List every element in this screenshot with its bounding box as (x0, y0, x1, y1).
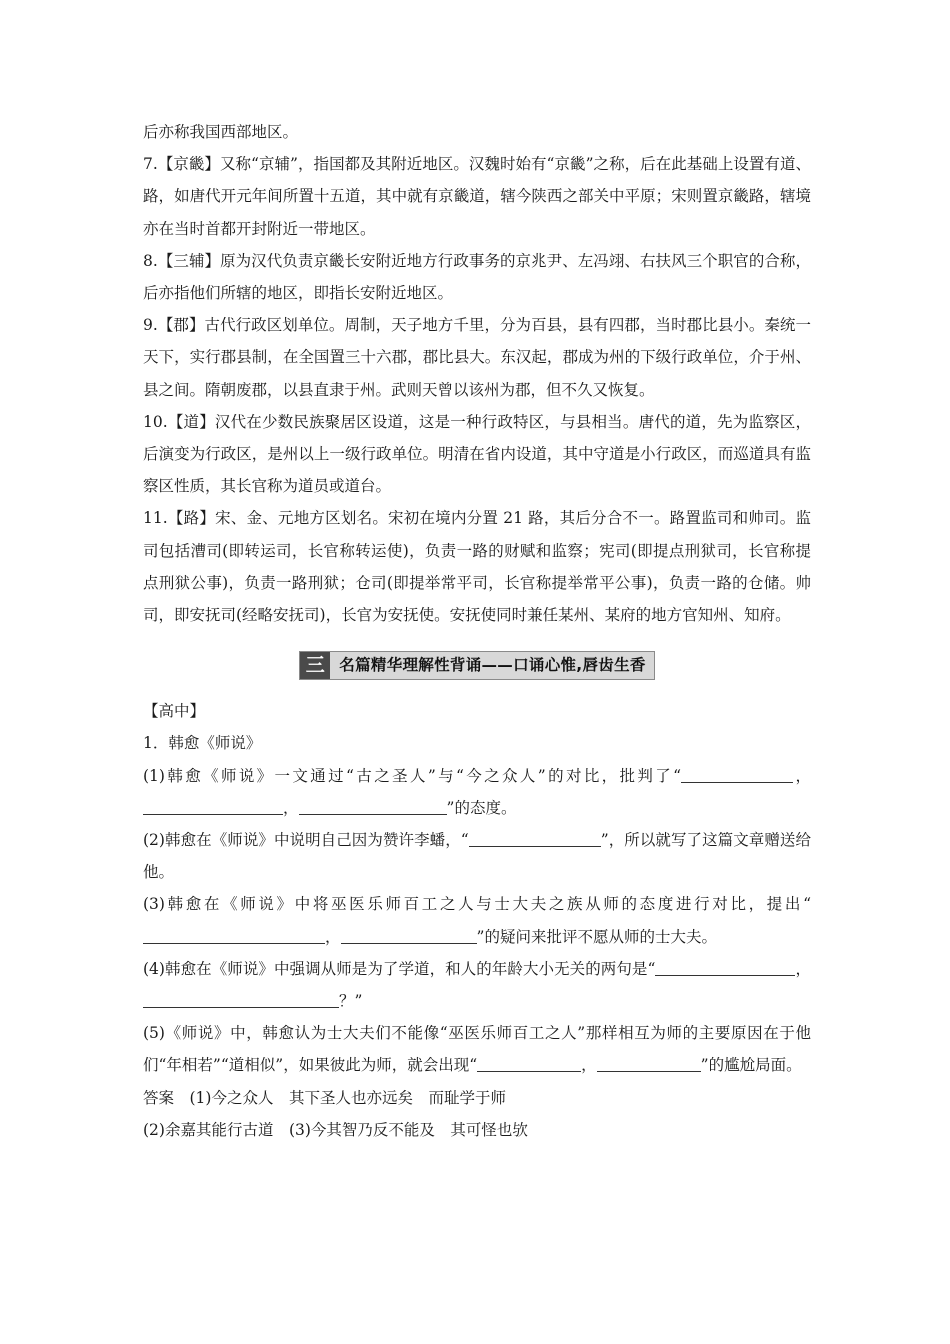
question-5 (143, 1017, 811, 1081)
glossary-number: 8. (143, 251, 158, 270)
glossary-term: 【京畿】 (157, 155, 220, 174)
glossary-continued: 后亦称我国西部地区。 (143, 123, 299, 141)
glossary-term: 【郡】 (157, 316, 205, 335)
answer-blank (469, 828, 601, 847)
question-text: ， (793, 766, 811, 785)
question-text: ”，所以就写了这篇文章赠送给他。 (143, 831, 811, 882)
question-text: (5)《师说》中，韩愈认为士大夫们不能像“巫医乐师百工之人”那样相互为师的主要原因在于他们“年相若”“道相似”，如果彼此为师，就会出现“ (143, 1024, 811, 1075)
answer-blank (681, 764, 793, 783)
glossary-number: 11. (143, 509, 168, 528)
glossary-number: 7. (143, 155, 158, 174)
question-4 (143, 953, 811, 1017)
question-1 (143, 760, 811, 824)
question-text: (1)韩愈《师说》一文通过“古之圣人”与“今之众人”的对比，批判了“ (143, 766, 682, 785)
glossary-text: 汉代在少数民族聚居区设道，这是一种行政特区，与县相当。唐代的道，先为监察区，后演变为行政区，是州以上一级行政单位。明清在省内设道，其中守道是小行政区，而巡道具有监察区性质，其长官称为道员或道台。 (143, 412, 811, 496)
question-text: (4)韩愈在《师说》中强调从师是为了学道，和人的年龄大小无关的两句是“ (143, 959, 656, 978)
answer-blank (597, 1053, 701, 1072)
answer-blank (143, 989, 339, 1008)
question-text: ”的尴尬局面。 (700, 1056, 802, 1075)
answer-line-2: (2)余嘉其能行古道 (3)今其智乃反不能及 其可怪也欤 (143, 1120, 528, 1139)
glossary-term: 【路】 (167, 509, 216, 528)
answer-blank (143, 925, 325, 944)
question-text: ”的疑问来批评不愿从师的士大夫。 (476, 927, 717, 946)
glossary-text: 又称“京辅”，指国都及其附近地区。汉魏时始有“京畿”之称，后在此基础上设置有道、路，如唐代开元年间所置十五道，其中就有京畿道，辖今陕西之部关中平原；宋则置京畿路，辖境亦在当时首都开封附近一带地区。 (143, 155, 811, 238)
section-banner-wrap (143, 633, 811, 697)
section-number: 三 (300, 652, 330, 679)
question-text: ， (283, 798, 299, 817)
answer-blank (655, 957, 795, 976)
question-text: ， (795, 959, 811, 978)
glossary-term: 【道】 (167, 412, 215, 431)
answer-blank (477, 1053, 581, 1072)
glossary-text: 原为汉代负责京畿长安附近地方行政事务的京兆尹、左冯翊、右扶风三个职官的合称，后亦指他们所辖的地区，即指长安附近地区。 (143, 251, 811, 303)
glossary-item-9 (143, 309, 811, 406)
glossary-item-8 (143, 245, 811, 309)
question-text: (3)韩愈在《师说》中将巫医乐师百工之人与士大夫之族从师的态度进行对比，提出“ (143, 895, 811, 914)
glossary-number: 10. (143, 412, 168, 431)
glossary-text: 宋、金、元地方区划名。宋初在境内分置 21 路，其后分合不一。路置监司和帅司。监司包括漕司(即转运司，长官称转运使)，负责一路的财赋和监察；宪司(即提点刑狱司，长官称提点刑狱公事)，负责一路刑狱；仓司(即提举常平司，长官称提举常平公事)，负责一路的仓储。帅司，即安抚司(经略安抚司)，长官为安抚使。安抚使同时兼任某州、某府的地方官知州、知府。 (143, 509, 811, 625)
question-text: (2)韩愈在《师说》中说明自己因为赞许李蟠，“ (143, 831, 469, 850)
glossary-text: 古代行政区划单位。周制，天子地方千里，分为百县，县有四郡，当时郡比县小。秦统一天下，实行郡县制，在全国置三十六郡，郡比县大。东汉起，郡成为州的下级行政单位，介于州、县之间。隋朝废郡，以县直隶于州。武则天曾以该州为郡，但不久又恢复。 (143, 316, 811, 399)
question-text: ， (325, 927, 341, 946)
question-text: ， (581, 1056, 597, 1075)
answer-blank (299, 796, 447, 815)
answer-blank (341, 925, 477, 944)
document-page (143, 116, 811, 1146)
glossary-term: 【三辅】 (157, 251, 221, 270)
glossary-item-11 (143, 502, 811, 631)
answer-line-1: 答案 (1)今之众人 其下圣人也亦远矣 而耻学于师 (143, 1088, 506, 1107)
glossary-item-7 (143, 148, 811, 245)
question-text: ”的态度。 (446, 798, 517, 817)
section-title: 名篇精华理解性背诵——口诵心惟,唇齿生香 (339, 656, 646, 675)
item-title: 1．韩愈《师说》 (143, 734, 262, 753)
question-2 (143, 824, 811, 888)
glossary-number: 9. (143, 316, 158, 335)
question-3 (143, 888, 811, 952)
section-banner (299, 651, 654, 680)
answer-blank (143, 796, 283, 815)
question-text: ？” (339, 992, 363, 1011)
level-label: 【高中】 (143, 702, 206, 721)
glossary-item-10 (143, 406, 811, 503)
